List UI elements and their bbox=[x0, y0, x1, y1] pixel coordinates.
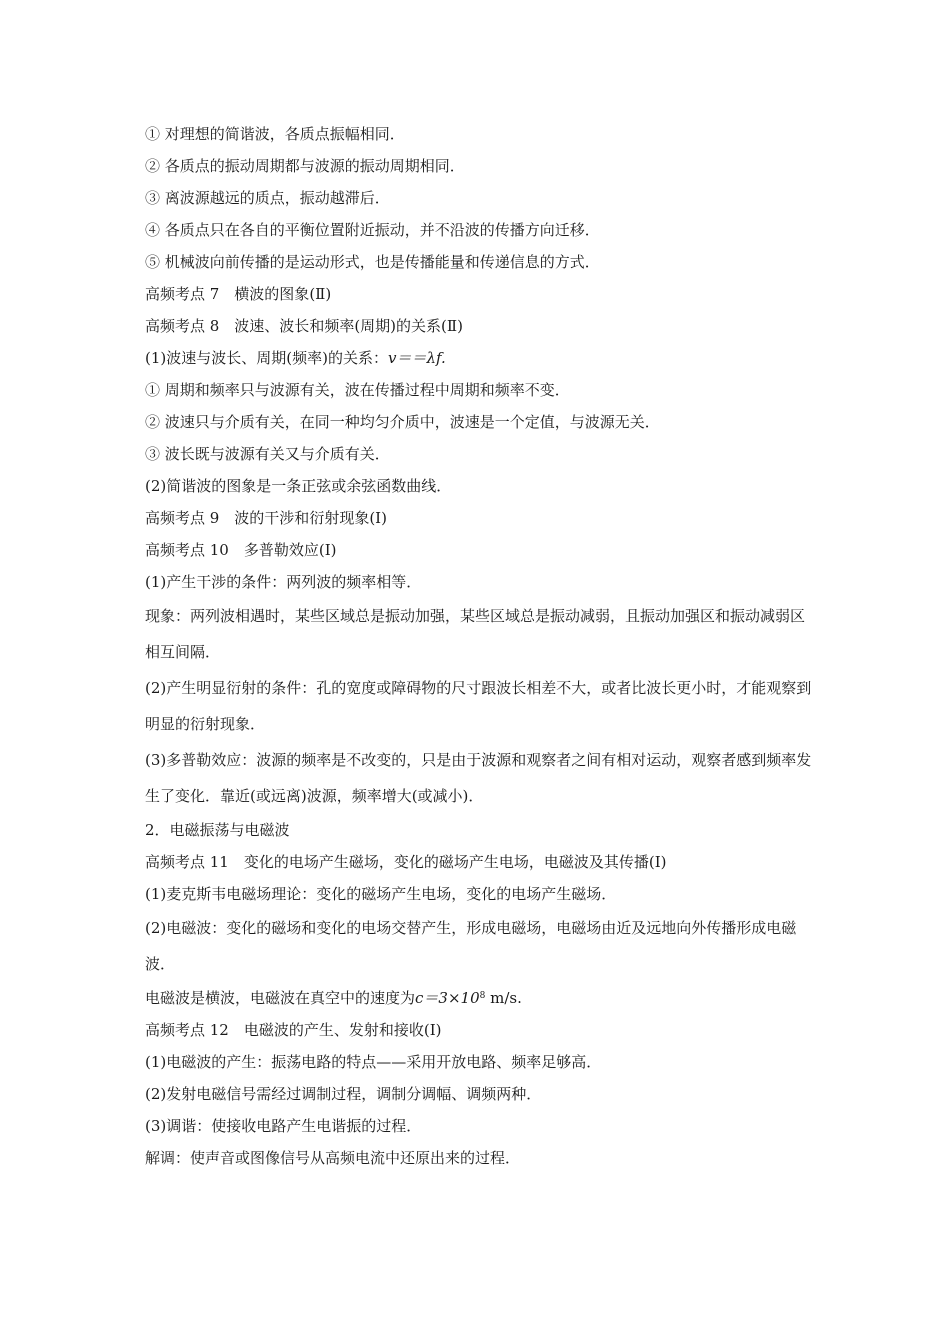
text-line: (3)调谐：使接收电路产生电谐振的过程． bbox=[145, 1117, 422, 1135]
text-line: ② 波速只与介质有关，在同一种均匀介质中，波速是一个定值，与波源无关． bbox=[145, 413, 660, 431]
chapter-heading: 2．电磁振荡与电磁波 bbox=[145, 821, 290, 839]
formula-c: c＝3×10 bbox=[415, 989, 480, 1007]
text-line: ③ 波长既与波源有关又与介质有关． bbox=[145, 445, 390, 463]
section-heading: 高频考点 8 波速、波长和频率(周期)的关系(Ⅱ) bbox=[145, 317, 463, 335]
section-heading: 高频考点 7 横波的图象(Ⅱ) bbox=[145, 285, 332, 303]
formula-unit: m/s. bbox=[485, 989, 522, 1007]
text-line: (1)电磁波的产生：振荡电路的特点——采用开放电路、频率足够高． bbox=[145, 1053, 602, 1071]
text-line: ④ 各质点只在各自的平衡位置附近振动，并不沿波的传播方向迁移． bbox=[145, 221, 600, 239]
text-line: ① 对理想的简谐波，各质点振幅相同． bbox=[145, 125, 405, 143]
text-line: ③ 离波源越远的质点，振动越滞后． bbox=[145, 189, 390, 207]
formula-exponent: 8 bbox=[479, 991, 486, 1001]
text-line: ① 周期和频率只与波源有关，波在传播过程中周期和频率不变． bbox=[145, 381, 570, 399]
text-line bbox=[145, 342, 813, 374]
section-heading: 高频考点 12 电磁波的产生、发射和接收(Ⅰ) bbox=[145, 1021, 442, 1039]
section-heading: 高频考点 11 变化的电场产生磁场，变化的磁场产生电场，电磁波及其传播(Ⅰ) bbox=[145, 853, 667, 871]
text-line: (1)产生干涉的条件：两列波的频率相等． bbox=[145, 573, 422, 591]
text-line: 解调：使声音或图像信号从高频电流中还原出来的过程． bbox=[145, 1149, 521, 1167]
text-line bbox=[145, 982, 813, 1014]
text-segment: 电磁波是横波，电磁波在真空中的速度为 bbox=[145, 989, 416, 1007]
document-page bbox=[145, 118, 813, 1174]
formula-wave: v＝＝λf. bbox=[387, 349, 446, 367]
text-line: ⑤ 机械波向前传播的是运动形式，也是传播能量和传递信息的方式． bbox=[145, 253, 600, 271]
paragraph: (2)电磁波：变化的磁场和变化的电场交替产生，形成电磁场，电磁场由近及远地向外传播形成电磁波． bbox=[145, 919, 797, 973]
text-line: (2)简谐波的图象是一条正弦或余弦函数曲线． bbox=[145, 477, 452, 495]
section-heading: 高频考点 9 波的干涉和衍射现象(Ⅰ) bbox=[145, 509, 387, 527]
text-line: ② 各质点的振动周期都与波源的振动周期相同． bbox=[145, 157, 465, 175]
text-line: (2)发射电磁信号需经过调制过程，调制分调幅、调频两种． bbox=[145, 1085, 542, 1103]
paragraph: (3)多普勒效应：波源的频率是不改变的，只是由于波源和观察者之间有相对运动，观察者感到频率发生了变化．靠近(或远离)波源，频率增大(或减小)． bbox=[145, 751, 812, 805]
text-line: (1)麦克斯韦电磁场理论：变化的磁场产生电场，变化的电场产生磁场． bbox=[145, 885, 617, 903]
section-heading: 高频考点 10 多普勒效应(Ⅰ) bbox=[145, 541, 337, 559]
paragraph: 现象：两列波相遇时，某些区域总是振动加强，某些区域总是振动减弱，且振动加强区和振动减弱区相互间隔． bbox=[145, 607, 806, 661]
text-segment: (1)波速与波长、周期(频率)的关系： bbox=[145, 349, 388, 367]
paragraph: (2)产生明显衍射的条件：孔的宽度或障碍物的尺寸跟波长相差不大，或者比波长更小时，才能观察到明显的衍射现象． bbox=[145, 679, 812, 733]
